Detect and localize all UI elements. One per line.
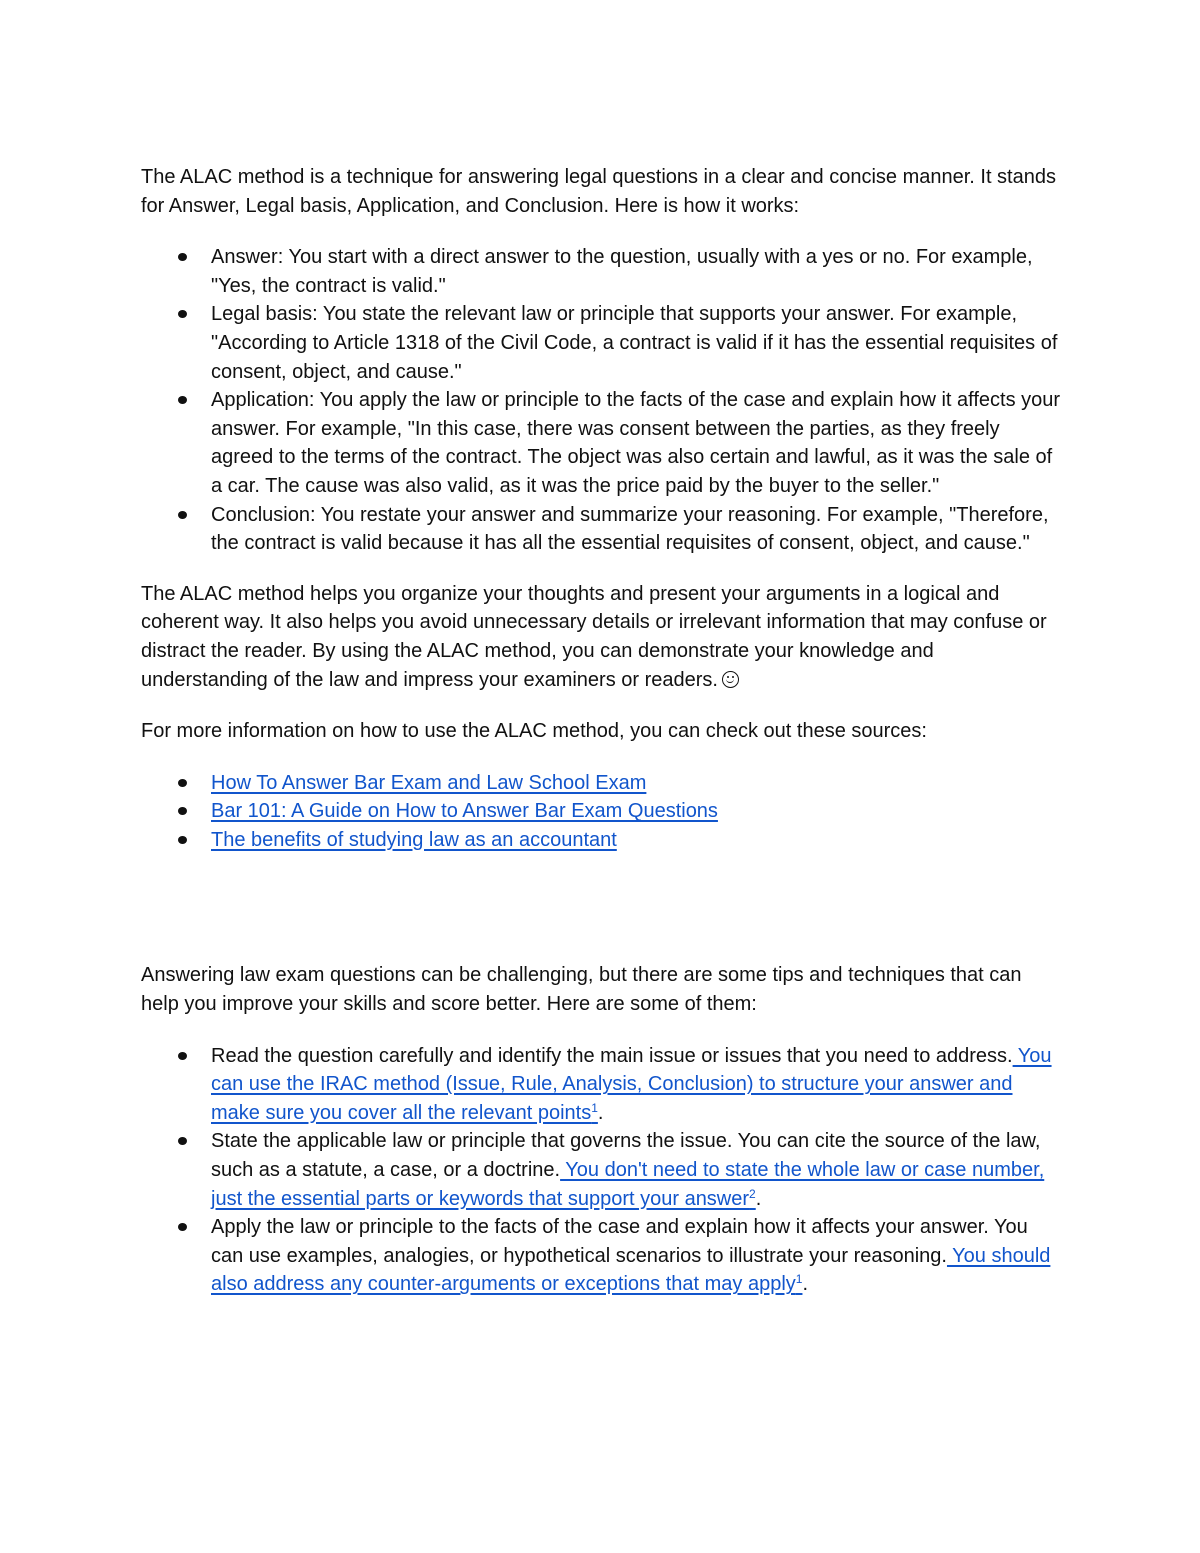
tip-link[interactable]: You don't need to state the whole law or case number, just the essential parts or keywords that support your answer$^2$ [211,1159,1045,1210]
list-item [211,769,1061,798]
tip-link[interactable]: You can use the IRAC method (Issue, Rule, Analysis, Conclusion) to structure your answer and make sure you cover all the relevant points$^1$ [211,1044,1052,1124]
bullet-icon [178,836,187,844]
footnote-ref: 1 [795,1272,803,1287]
list-item: Answer: You start with a direct answer to the question, usually with a yes or no. For example, "Yes, the contract is valid." [211,243,1061,300]
sources-list [141,769,1061,855]
bullet-icon [178,1223,187,1231]
bullet-icon [178,253,187,261]
source-link[interactable]: Bar 101: A Guide on How to Answer Bar Exam Questions [211,800,718,823]
document-page [141,163,1061,1299]
alac-intro-paragraph: The ALAC method is a technique for answering legal questions in a clear and concise manner. It stands for Answer, Legal basis, Application, and Conclusion. Here is how it works: [141,166,1056,217]
bullet-icon [178,396,187,404]
source-link[interactable]: The benefits of studying law as an accountant [211,828,617,851]
bullet-icon [178,511,187,519]
alac-summary-paragraph: The ALAC method helps you organize your thoughts and present your arguments in a logical and coherent way. It also helps you avoid unnecessary details or irrelevant information that may confuse or distract the reader. By using the ALAC method, you can demonstrate your knowledge and understanding of the law and impress your examiners or readers. [141,582,1047,691]
list-item: Apply the law or principle to the facts of the case and explain how it affects your answer. You can use examples, analogies, or hypothetical scenarios to illustrate your reasoning. You should also address any counter-arguments or exceptions that may apply$^1$. [211,1213,1061,1299]
exam-tips-intro: Answering law exam questions can be challenging, but there are some tips and techniques that can help you improve your skills and score better. Here are some of them: [141,964,1022,1016]
bullet-icon [178,807,187,815]
footnote-ref: 2 [749,1186,756,1201]
list-item: Legal basis: You state the relevant law or principle that supports your answer. For example, "According to Article 1318 of the Civil Code, a contract is valid if it has the essential requisites of consent, object, and cause." [211,300,1061,386]
alac-steps-list [141,243,1061,558]
bullet-icon [178,1052,187,1060]
list-item [211,826,1061,855]
bullet-icon [178,310,187,318]
list-item: Application: You apply the law or principle to the facts of the case and explain how it affects your answer. For example, "In this case, there was consent between the parties, as they freely agreed to the terms of the contract. The object was also certain and lawful, as it was the sale of a car. The cause was also valid, as it was the price paid by the buyer to the seller." [211,386,1061,500]
tip-link[interactable]: You should also address any counter-arguments or exceptions that may apply$^1$ [211,1244,1051,1296]
source-link[interactable]: How To Answer Bar Exam and Law School Exam [211,771,647,794]
list-item: Read the question carefully and identify the main issue or issues that you need to address. You can use the IRAC method (Issue, Rule, Analysis, Conclusion) to structure your answer and make sure you cover all the relevant points$^1$. [211,1042,1061,1128]
list-item: Conclusion: You restate your answer and summarize your reasoning. For example, "Therefore, the contract is valid because it has all the essential requisites of consent, object, and cause." [211,501,1061,558]
footnote-ref: 1 [591,1100,598,1115]
sources-intro: For more information on how to use the ALAC method, you can check out these sources: [141,720,927,743]
bullet-icon [178,1137,187,1145]
list-item [211,797,1061,826]
list-item: State the applicable law or principle that governs the issue. You can cite the source of the law, such as a statute, a case, or a doctrine. You don't need to state the whole law or case number, just the essential parts or keywords that support your answer$^2$. [211,1127,1061,1213]
bullet-icon [178,779,187,787]
smiley-icon [722,671,739,688]
exam-tips-list [141,1042,1061,1299]
